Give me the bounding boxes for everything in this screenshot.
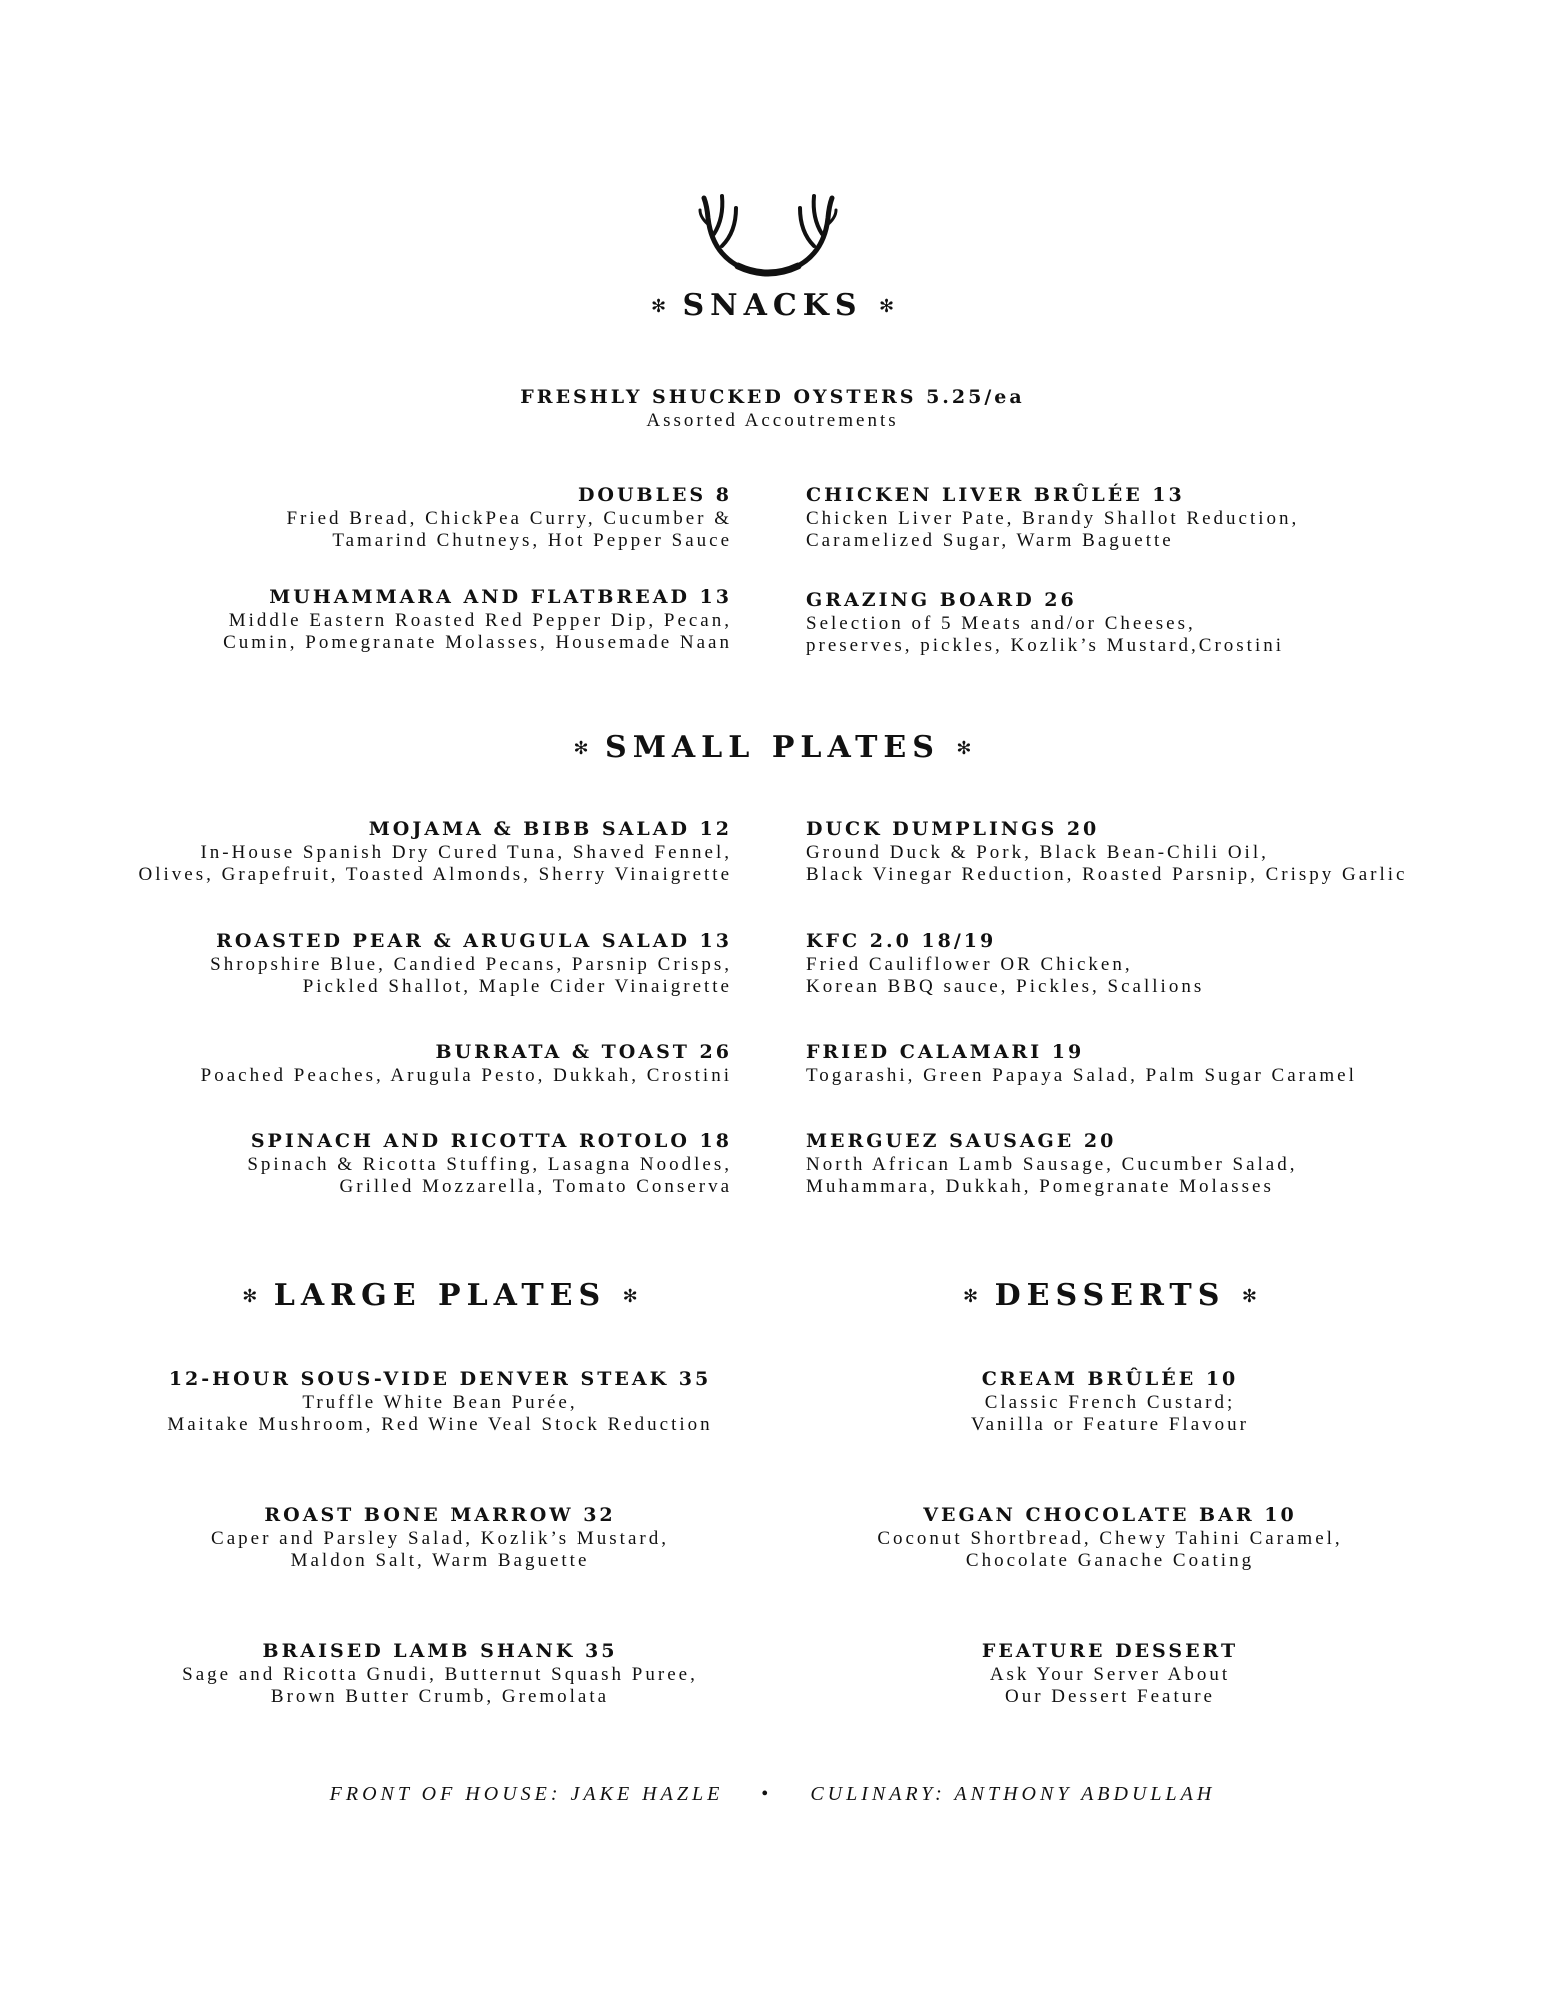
- menu-item-burrata: [201, 1039, 732, 1087]
- snacks-title: ✻ SNACKS ✻: [650, 288, 895, 323]
- dish-desc: Grilled Mozzarella, Tomato Conserva: [339, 1176, 732, 1197]
- dish-name: CHICKEN LIVER BRÛLÉE 13: [806, 484, 1185, 506]
- dish-desc: Fried Cauliflower OR Chicken,: [806, 954, 1133, 975]
- menu-item-mojama: [139, 816, 732, 886]
- dish-desc: Chicken Liver Pate, Brandy Shallot Reduction,: [806, 508, 1300, 529]
- menu-item-grazing-board: [806, 587, 1284, 657]
- large-plates-title: ✻ LARGE PLATES ✻: [242, 1278, 638, 1313]
- dish-name: CREAM BRÛLÉE 10: [981, 1368, 1239, 1390]
- dish-desc: Assorted Accoutrements: [646, 410, 899, 431]
- dish-desc: In-House Spanish Dry Cured Tuna, Shaved Fennel,: [200, 842, 732, 863]
- menu-item-doubles: [286, 482, 732, 552]
- dish-name: MERGUEZ SAUSAGE 20: [806, 1130, 1117, 1152]
- dish-name: FEATURE DESSERT: [981, 1640, 1239, 1662]
- dish-name: BRAISED LAMB SHANK 35: [262, 1640, 618, 1662]
- menu-item-feature-dessert: [770, 1638, 1450, 1708]
- bullet-separator: •: [761, 1783, 773, 1805]
- dish-desc: Brown Butter Crumb, Gremolata: [270, 1686, 610, 1707]
- menu-item-rotolo: [247, 1128, 732, 1198]
- dish-desc: Black Vinegar Reduction, Roasted Parsnip, Crispy Garlic: [806, 864, 1408, 885]
- dish-name: MOJAMA & BIBB SALAD 12: [368, 818, 732, 840]
- dish-name: ROASTED PEAR & ARUGULA SALAD 13: [216, 930, 732, 952]
- menu-item-cream-brulee: [770, 1366, 1450, 1436]
- dish-name: MUHAMMARA AND FLATBREAD 13: [269, 586, 732, 608]
- dish-desc: Muhammara, Dukkah, Pomegranate Molasses: [806, 1176, 1274, 1197]
- menu-item-chicken-liver: [806, 482, 1299, 552]
- dish-desc: Sage and Ricotta Gnudi, Butternut Squash Puree,: [182, 1664, 698, 1685]
- dish-name: VEGAN CHOCOLATE BAR 10: [923, 1504, 1297, 1526]
- dish-name: KFC 2.0 18/19: [806, 930, 997, 952]
- dish-name: DOUBLES 8: [577, 484, 732, 506]
- dish-name: SPINACH AND RICOTTA ROTOLO 18: [250, 1130, 732, 1152]
- dish-desc: Shropshire Blue, Candied Pecans, Parsnip Crisps,: [210, 954, 732, 975]
- desserts-title: ✻ DESSERTS ✻: [963, 1278, 1257, 1313]
- dish-desc: Selection of 5 Meats and/or Cheeses,: [806, 613, 1196, 634]
- dish-desc: Maitake Mushroom, Red Wine Veal Stock Reduction: [167, 1414, 713, 1435]
- dish-desc: Middle Eastern Roasted Red Pepper Dip, Pecan,: [228, 610, 732, 631]
- menu-item-duck-dumplings: [806, 816, 1407, 886]
- dish-desc: Our Dessert Feature: [1004, 1686, 1215, 1707]
- dish-desc: Chocolate Ganache Coating: [965, 1550, 1255, 1571]
- dish-desc: Truffle White Bean Purée,: [302, 1392, 578, 1413]
- menu-item-merguez: [806, 1128, 1297, 1198]
- dish-desc: Poached Peaches, Arugula Pesto, Dukkah, Crostini: [200, 1065, 732, 1086]
- dish-name: FRIED CALAMARI 19: [806, 1041, 1085, 1063]
- dish-desc: Caramelized Sugar, Warm Baguette: [806, 530, 1174, 551]
- staff-credits: [0, 1783, 1545, 1806]
- dish-desc: Togarashi, Green Papaya Salad, Palm Sugar Caramel: [806, 1065, 1357, 1086]
- dish-desc: Fried Bread, ChickPea Curry, Cucumber &: [286, 508, 732, 529]
- menu-item-kfc: [806, 928, 1204, 998]
- dish-name: FRESHLY SHUCKED OYSTERS 5.25/ea: [520, 386, 1025, 408]
- menu-item-vegan-chocolate-bar: [770, 1502, 1450, 1572]
- dish-name: GRAZING BOARD 26: [806, 589, 1077, 611]
- dish-desc: Korean BBQ sauce, Pickles, Scallions: [806, 976, 1205, 997]
- culinary-credit: CULINARY: ANTHONY ABDULLAH: [810, 1783, 1216, 1805]
- dish-desc: Ask Your Server About: [989, 1664, 1231, 1685]
- menu-item-denver-steak: [0, 1366, 880, 1436]
- dish-name: DUCK DUMPLINGS 20: [806, 818, 1100, 840]
- dish-name: ROAST BONE MARROW 32: [264, 1504, 616, 1526]
- dish-desc: Ground Duck & Pork, Black Bean-Chili Oil,: [806, 842, 1269, 863]
- dish-desc: North African Lamb Sausage, Cucumber Salad,: [806, 1154, 1298, 1175]
- dish-desc: Pickled Shallot, Maple Cider Vinaigrette: [302, 976, 732, 997]
- menu-item-bone-marrow: [0, 1502, 880, 1572]
- dish-desc: Caper and Parsley Salad, Kozlik’s Mustard,: [211, 1528, 669, 1549]
- dish-desc: Tamarind Chutneys, Hot Pepper Sauce: [332, 530, 732, 551]
- menu-item-fried-calamari: [806, 1039, 1357, 1087]
- dish-desc: Maldon Salt, Warm Baguette: [290, 1550, 590, 1571]
- dish-name: 12-HOUR SOUS-VIDE DENVER STEAK 35: [168, 1368, 712, 1390]
- dish-desc: Cumin, Pomegranate Molasses, Housemade Naan: [223, 632, 732, 653]
- menu-item-muhammara: [223, 584, 732, 654]
- front-of-house-credit: FRONT OF HOUSE: JAKE HAZLE: [329, 1783, 724, 1805]
- dish-desc: Olives, Grapefruit, Toasted Almonds, Sherry Vinaigrette: [138, 864, 732, 885]
- small-plates-title: ✻ SMALL PLATES ✻: [573, 730, 972, 765]
- dish-desc: Vanilla or Feature Flavour: [971, 1414, 1249, 1435]
- antlers-icon: [698, 188, 838, 278]
- dish-name: BURRATA & TOAST 26: [435, 1041, 732, 1063]
- dish-desc: Classic French Custard;: [984, 1392, 1236, 1413]
- dish-desc: Spinach & Ricotta Stuffing, Lasagna Noodles,: [247, 1154, 732, 1175]
- dish-desc: preserves, pickles, Kozlik’s Mustard,Crostini: [806, 635, 1285, 656]
- dish-desc: Coconut Shortbread, Chewy Tahini Caramel,: [877, 1528, 1343, 1549]
- menu-item-roasted-pear: [210, 928, 732, 998]
- menu-item-oysters: [0, 384, 1545, 432]
- menu-item-lamb-shank: [0, 1638, 880, 1708]
